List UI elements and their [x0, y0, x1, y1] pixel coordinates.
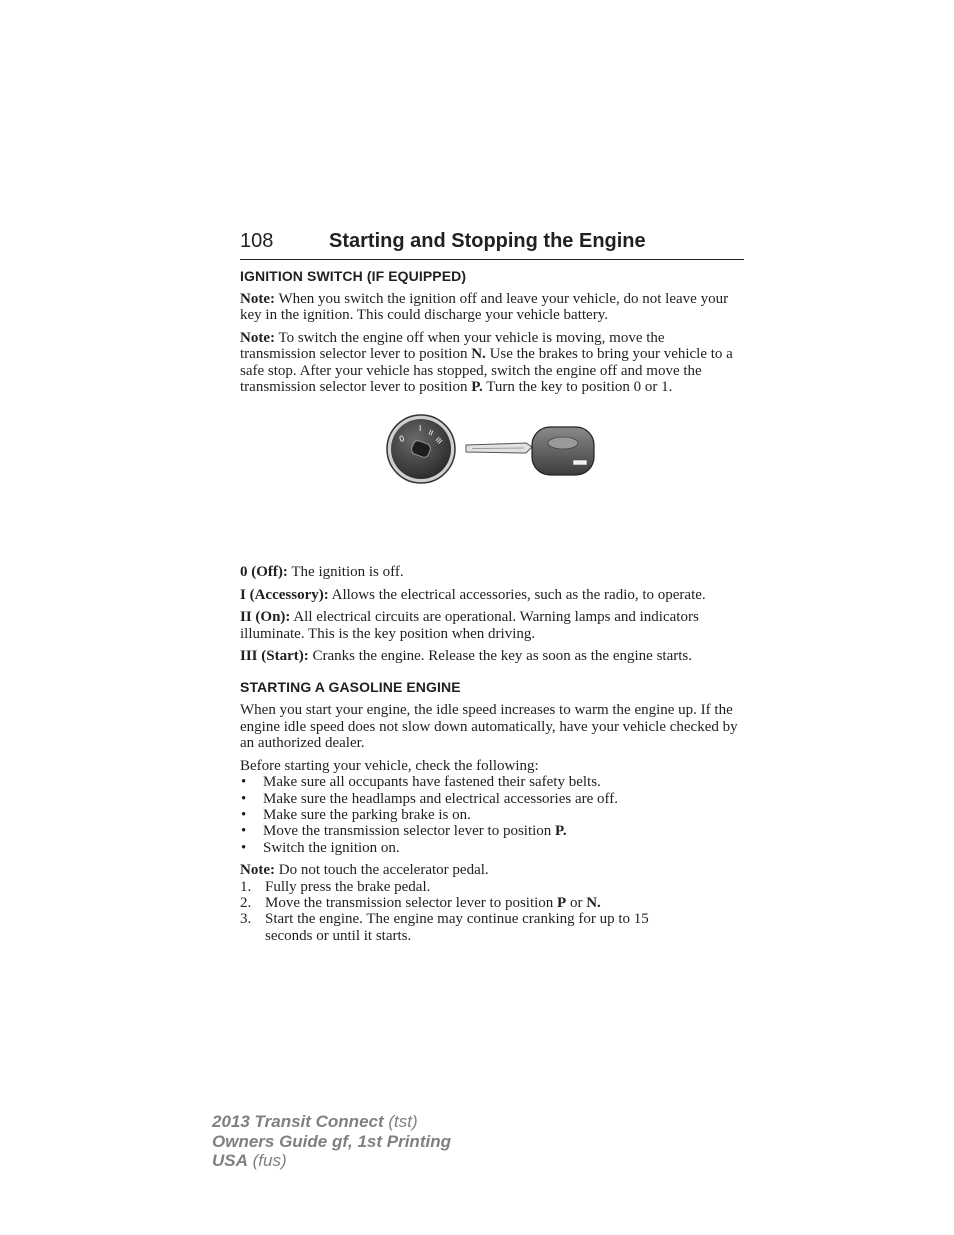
position-text: Cranks the engine. Release the key as soon as the engine starts. [308, 648, 692, 665]
list-item: 2. Move the transmission selector lever to position P or N. [240, 894, 601, 911]
chapter-title: Starting and Stopping the Engine [329, 230, 646, 252]
note-key-in-ignition [240, 291, 744, 324]
note-text: Turn the key to position 0 or 1. [482, 379, 673, 396]
position-p: P. [471, 379, 483, 396]
page-body [240, 267, 744, 944]
bullet-icon: • [241, 839, 247, 856]
position-label: III (Start): [240, 648, 309, 665]
position-accessory [240, 587, 744, 603]
step-number: 3. [240, 911, 252, 928]
position-start [240, 648, 744, 664]
note-label: Note: [240, 329, 275, 346]
position-text: Allows the electrical accessories, such as the radio, to operate. [328, 586, 706, 603]
note-text: To switch the engine off when your vehicle is moving, move the transmission selector lever to position [240, 329, 665, 363]
bullet-icon: • [241, 774, 247, 791]
position-on [240, 609, 744, 642]
ignition-switch-illustration [386, 411, 596, 491]
starting-intro: When you start your engine, the idle speed increases to warm the engine up. If the engine idle speed does not slow down automatically, have your vehicle checked by an authorized dealer. [240, 702, 738, 752]
note-switch-off-moving [240, 330, 744, 396]
footer-line: USA (fus) [212, 1151, 287, 1170]
bullet-icon: • [241, 823, 247, 840]
ignition-dial [387, 415, 455, 483]
position-n: N. [471, 346, 486, 363]
page-footer [212, 1112, 451, 1171]
position-text: The ignition is off. [287, 564, 404, 581]
list-item: 1. Fully press the brake pedal. [240, 878, 431, 895]
list-item: • Move the transmission selector lever to position P. [241, 823, 567, 840]
step-number: 2. [240, 894, 252, 911]
ignition-key-figure [240, 411, 744, 526]
footer-line: 2013 Transit Connect (tst) [212, 1112, 418, 1131]
note-label: Note: [240, 862, 275, 879]
page-header [240, 229, 744, 260]
note-label: Note: [240, 291, 275, 307]
position-text: All electrical circuits are operational. Warning lamps and indicators illuminate. This is the key position when driving. [240, 609, 699, 642]
note-text: Use the brakes to bring your vehicle to a safe stop. After your vehicle has stopped, switch the engine off and move the transmission selector lever to position [240, 346, 733, 396]
dial-label-2: II [427, 428, 435, 439]
list-item: • Switch the ignition on. [241, 839, 400, 856]
position-label: II (On): [240, 609, 291, 626]
section-heading-starting-gasoline-engine: STARTING A GASOLINE ENGINE [240, 679, 461, 696]
dial-label-0: 0 [398, 434, 406, 445]
list-item: • Make sure the parking brake is on. [241, 806, 471, 823]
section-heading-ignition-switch: IGNITION SWITCH (IF EQUIPPED) [240, 268, 467, 284]
key-icon [466, 427, 594, 475]
position-off [240, 564, 744, 580]
bullet-icon: • [241, 790, 247, 807]
note-accelerator [240, 862, 744, 878]
step-number: 1. [240, 878, 252, 895]
note-text: When you switch the ignition off and leave your vehicle, do not leave your key in the ignition. This could discharge your vehicle battery. [240, 291, 729, 324]
dial-label-3: III [433, 436, 444, 447]
position-label: 0 (Off): [240, 564, 288, 581]
bullet-icon: • [241, 806, 247, 823]
footer-line: Owners Guide gf, 1st Printing [212, 1131, 451, 1151]
list-item: • Make sure the headlamps and electrical accessories are off. [241, 790, 618, 807]
checklist [240, 774, 744, 856]
list-item: • Make sure all occupants have fastened their safety belts. [241, 774, 601, 791]
start-steps [240, 879, 744, 945]
list-item: 3. Start the engine. The engine may continue cranking for up to 15 seconds or until it starts. [240, 911, 649, 944]
page-number: 108 [240, 230, 274, 252]
dial-label-1: I [419, 424, 422, 434]
position-label: I (Accessory): [240, 586, 329, 603]
checklist-intro: Before starting your vehicle, check the following: [240, 757, 539, 774]
note-text: Do not touch the accelerator pedal. [274, 862, 489, 879]
